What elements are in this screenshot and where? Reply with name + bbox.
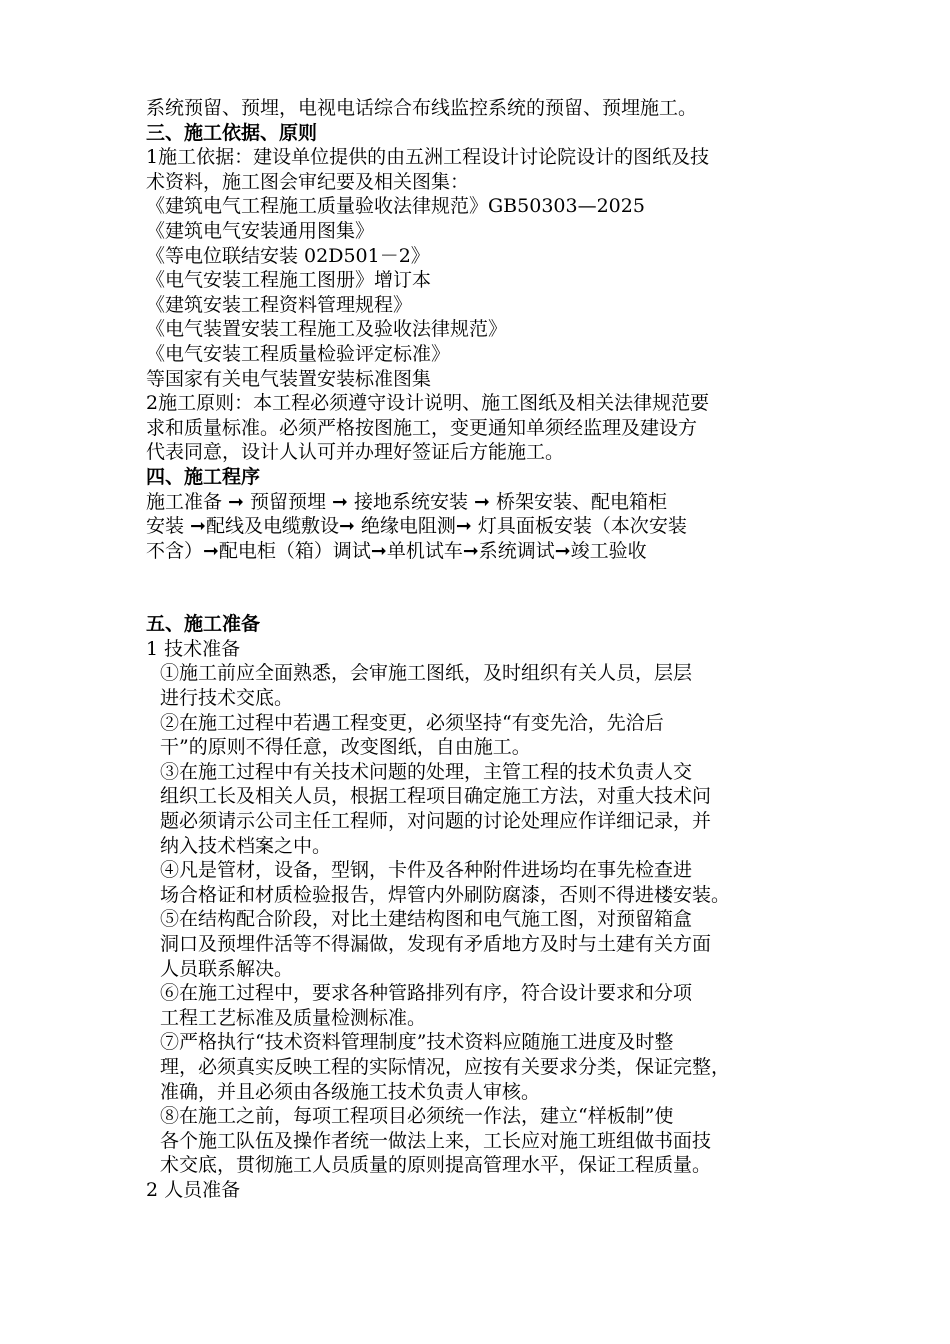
item-text: 场合格证和材质检验报告，焊管内外刷防腐漆，否则不得进楼安装。 <box>160 883 731 906</box>
item-text: 干”的原则不得任意，改变图纸，自由施工。 <box>160 736 531 759</box>
item-text: 术交底，贯彻施工人员质量的原则提高管理水平，保证工程质量。 <box>160 1154 712 1177</box>
item-text: 各个施工队伍及操作者统一做法上来，工长应对施工班组做书面技 <box>160 1129 712 1152</box>
construction-basis <box>146 145 818 391</box>
item-text: ③在施工过程中有关技术问题的处理，主管工程的技术负责人交 <box>160 760 693 783</box>
section-5-heading: 五、施工准备 <box>146 613 261 636</box>
standard-reference: 《建筑电气工程施工质量验收法律规范》GB50303—2025 <box>146 195 645 218</box>
item-text: 洞口及预埋件活等不得漏做，发现有矛盾地方及时与土建有关方面 <box>160 933 712 955</box>
list-item <box>146 858 818 907</box>
flow-line: 安装 ➞配线及电缆敷设➞ 绝缘电阻测➞ 灯具面板安装（本次安装 <box>146 515 687 538</box>
item-text: 工程工艺标准及质量检测标准。 <box>160 1006 427 1029</box>
principle-line: 求和质量标准。必须严格按图施工，变更通知单须经监理及建设方 <box>146 416 698 439</box>
item-text: 题必须请示公司主任工程师，对问题的讨论处理应作详细记录，并 <box>160 810 712 833</box>
section-4-heading: 四、施工程序 <box>146 465 261 488</box>
item-text: 组织工长及相关人员，根据工程项目确定施工方法，对重大技术问 <box>160 785 712 808</box>
list-item <box>146 661 818 710</box>
construction-flow <box>146 490 818 564</box>
flow-line: 不含）➞配电柜（箱）调试➞单机试车➞系统调试➞竣工验收 <box>146 539 647 562</box>
list-item <box>146 711 818 760</box>
item-text: 准确，并且必须由各级施工技术负责人审核。 <box>160 1080 541 1103</box>
standard-reference: 《建筑电气安装通用图集》 <box>146 219 375 242</box>
list-item <box>146 907 818 981</box>
standard-reference: 《电气安装工程质量检验评定标准》 <box>146 342 451 365</box>
list-item <box>146 1030 818 1104</box>
standard-reference: 《等电位联结安装 02D501－2》 <box>146 244 430 267</box>
flow-line: 施工准备 ➞ 预留预埋 ➞ 接地系统安装 ➞ 桥架安装、配电箱柜 <box>146 490 667 513</box>
technical-prep-heading: 1 技术准备 <box>146 637 241 660</box>
intro-line: 系统预留、预埋，电视电话综合布线监控系统的预留、预埋施工。 <box>146 97 698 119</box>
list-item <box>146 981 818 1030</box>
personnel-prep-heading: 2 人员准备 <box>146 1178 241 1201</box>
item-text: 理，必须真实反映工程的实际情况，应按有关要求分类，保证完整， <box>160 1055 731 1078</box>
standard-reference: 等国家有关电气装置安装标准图集 <box>146 367 432 390</box>
item-text: ⑥在施工过程中，要求各种管路排列有序，符合设计要求和分项 <box>160 982 693 1005</box>
section-3-heading: 三、施工依据、原则 <box>146 121 318 144</box>
item-text: 进行技术交底。 <box>160 687 294 710</box>
item-text: ⑤在结构配合阶段，对比土建结构图和电气施工图，对预留箱盒 <box>160 908 693 931</box>
document-page <box>146 96 818 1203</box>
item-text: ②在施工过程中若遇工程变更，必须坚持“有变先洽，先洽后 <box>160 711 664 734</box>
basis-line: 术资料，施工图会审纪要及相关图集： <box>146 170 470 193</box>
standard-reference: 《电气装置安装工程施工及验收法律规范》 <box>146 318 508 341</box>
principle-line: 2施工原则：本工程必须遵守设计说明、施工图纸及相关法律规范要 <box>146 392 710 415</box>
item-text: 纳入技术档案之中。 <box>160 834 332 857</box>
list-item <box>146 760 818 858</box>
construction-principle <box>146 391 818 465</box>
item-text: ①施工前应全面熟悉，会审施工图纸，及时组织有关人员，层层 <box>160 662 693 685</box>
item-text: ④凡是管材，设备，型钢，卡件及各种附件进场均在事先检查进 <box>160 859 693 882</box>
principle-line: 代表同意，设计人认可并办理好签证后方能施工。 <box>146 441 565 464</box>
list-item <box>146 1104 818 1178</box>
item-text: ⑦严格执行“技术资料管理制度”技术资料应随施工进度及时整 <box>160 1031 674 1054</box>
item-text: ⑧在施工之前，每项工程项目必须统一作法，建立“样板制”使 <box>160 1105 674 1128</box>
blank-gap <box>146 563 818 612</box>
basis-line: 1施工依据：建设单位提供的由五洲工程设计讨论院设计的图纸及技 <box>146 146 710 169</box>
standard-reference: 《建筑安装工程资料管理规程》 <box>146 293 413 316</box>
item-text: 人员联系解决。 <box>160 957 294 980</box>
standard-reference: 《电气安装工程施工图册》增订本 <box>146 269 432 292</box>
